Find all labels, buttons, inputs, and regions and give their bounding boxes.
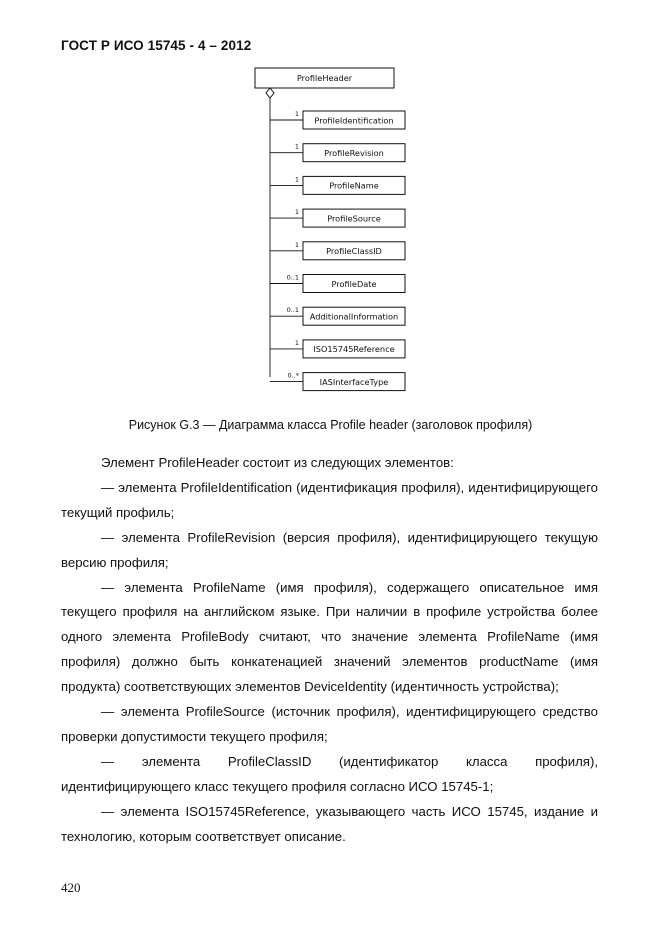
multiplicity-label: 1 — [294, 338, 299, 347]
document-header: ГОСТ Р ИСО 15745 - 4 – 2012 — [61, 38, 252, 53]
multiplicity-label: 0..1 — [286, 273, 299, 282]
page-number: 420 — [61, 880, 81, 895]
multiplicity-label: 1 — [294, 208, 299, 217]
paragraph-profile-name: — элемента ProfileName (имя профиля), содержащего описательное имя текущего профиля на английском языке. При наличии в профиле устройства более одного элемента ProfileBody считают, что значение элемента ProfileName (имя профиля) должно быть конкатенацией значений элементов productName (имя продукта) соответствующих элементов DeviceIdentity (идентичность устройства); — [61, 579, 598, 695]
paragraph-iso-reference: — элемента ISO15745Reference, указывающего часть ИСО 15745, издание и технологию, которым соответствует описание. — [61, 803, 598, 844]
diagram-child-box — [270, 339, 405, 358]
figure-caption: Рисунок G.3 — Диаграмма класса Profile header (заголовок профиля) — [128, 418, 533, 432]
class-box-label: ProfileName — [329, 180, 379, 191]
class-box-label: ProfileSource — [327, 213, 381, 224]
class-diagram — [0, 0, 661, 410]
multiplicity-label: 1 — [294, 142, 299, 151]
diagram-child-box — [270, 241, 405, 260]
diagram-child-box — [270, 143, 405, 162]
diagram-child-box — [270, 208, 405, 227]
paragraph-profile-identification: — элемента ProfileIdentification (идентификация профиля), идентифицирующего текущий профиль; — [61, 479, 598, 520]
class-box-label: ProfileIdentification — [314, 115, 394, 126]
paragraph-intro: Элемент ProfileHeader состоит из следующих элементов: — [101, 455, 454, 470]
diagram-root-box — [255, 68, 394, 88]
class-box-label: AdditionalInformation — [309, 311, 399, 322]
class-box-label: ProfileClassID — [326, 246, 382, 257]
class-box-label: ProfileDate — [331, 278, 377, 289]
multiplicity-label: 1 — [294, 110, 299, 118]
multiplicity-label: 1 — [294, 240, 299, 249]
diagram-child-box — [270, 175, 405, 194]
diagram-child-box — [270, 110, 405, 129]
paragraph-profile-class-id: — элемента ProfileClassID (идентификатор класса профиля), идентифицирующего класс текущего профиля согласно ИСО 15745-1; — [61, 753, 598, 794]
diagram-child-box — [270, 372, 405, 391]
multiplicity-label: 0..* — [287, 371, 299, 380]
paragraph-profile-source: — элемента ProfileSource (источник профиля), идентифицирующего средство проверки допустимости текущего профиля; — [61, 704, 598, 744]
diagram-root-label: ProfileHeader — [296, 73, 353, 83]
body-text — [61, 451, 598, 850]
class-box-label: IASInterfaceType — [319, 376, 389, 387]
multiplicity-label: 0..1 — [286, 306, 299, 315]
multiplicity-label: 1 — [294, 175, 299, 184]
class-box-label: ISO15745Reference — [313, 344, 395, 355]
paragraph-profile-revision: — элемента ProfileRevision (версия профиля), идентифицирующего текущую версию профиля; — [61, 529, 598, 570]
aggregation-diamond — [266, 88, 274, 98]
diagram-child-box — [270, 274, 405, 293]
class-box-label: ProfileRevision — [324, 148, 384, 158]
diagram-child-box — [270, 306, 405, 325]
